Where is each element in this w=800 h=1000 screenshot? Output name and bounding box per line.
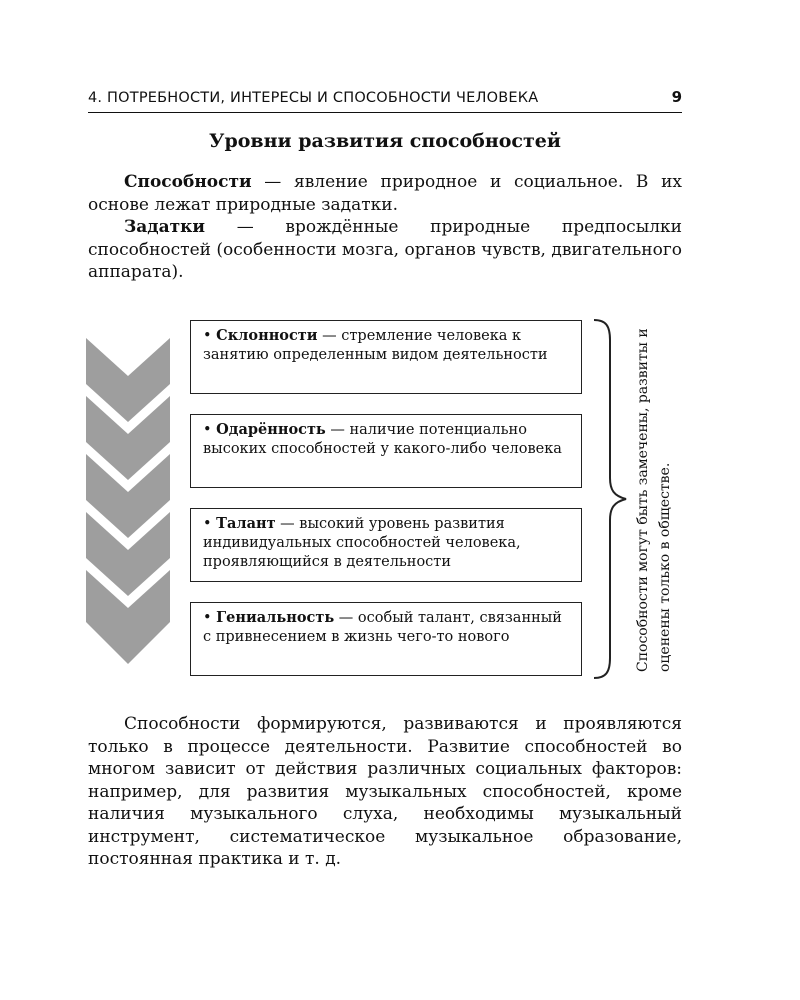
- level-definition: — наличие потенциально высоких способностей у какого-либо человека: [203, 422, 562, 457]
- level-box-giftedness: • Одарённость — наличие потенциально высоких способностей у какого-либо человека: [190, 414, 582, 488]
- paragraph-inclinations: [88, 216, 682, 284]
- side-note-text: Способности могут быть замечены, развиты и оценены только в обществе.: [635, 328, 673, 672]
- level-definition: — высокий уровень развития индивидуальных способностей человека, проявляющийся в деятельности: [203, 516, 521, 570]
- level-term: Талант: [216, 515, 276, 532]
- level-definition: — особый талант, связанный с привнесением в жизнь чего-то нового: [203, 610, 562, 645]
- level-box-genius: • Гениальность — особый талант, связанный с привнесением в жизнь чего-то нового: [190, 602, 582, 676]
- page-title: Уровни развития способностей: [209, 130, 561, 152]
- definition-abilities: — явление природное и социальное. В их основе лежат природные задатки.: [88, 172, 682, 215]
- term-inclinations: Задатки: [124, 217, 206, 237]
- side-note: [622, 322, 686, 672]
- paragraph-conclusion: [88, 713, 682, 871]
- definition-inclinations: — врождённые природные предпосылки способностей (особенности мозга, органов чувств, двигательного аппарата).: [88, 217, 682, 282]
- level-term: Склонности: [216, 327, 318, 344]
- level-term: Одарённость: [216, 421, 326, 438]
- level-term: Гениальность: [216, 609, 335, 626]
- level-definition: — стремление человека к занятию определенным видом деятельности: [203, 328, 548, 363]
- conclusion-text: Способности формируются, развиваются и проявляются только в процессе деятельности. Развитие способностей во многом зависит от действия различных социальных факторов: например, для развития музыкальных способностей, кроме наличия музыкального слуха, необходимы музыкальный инструмент, систематическое музыкальное образование, постоянная практика и т. д.: [88, 714, 682, 869]
- paragraph-abilities: [88, 171, 682, 216]
- section-title: 4. ПОТРЕБНОСТИ, ИНТЕРЕСЫ И СПОСОБНОСТИ ЧЕЛОВЕКА: [88, 90, 539, 106]
- level-box-inclination: • Склонности — стремление человека к занятию определенным видом деятельности: [190, 320, 582, 394]
- page-number: 9: [671, 88, 682, 106]
- chevron-arrow-stack: [86, 338, 170, 664]
- level-box-talent: • Талант — высокий уровень развития индивидуальных способностей человека, проявляющийся в деятельности: [190, 508, 582, 582]
- term-abilities: Способности: [124, 172, 252, 192]
